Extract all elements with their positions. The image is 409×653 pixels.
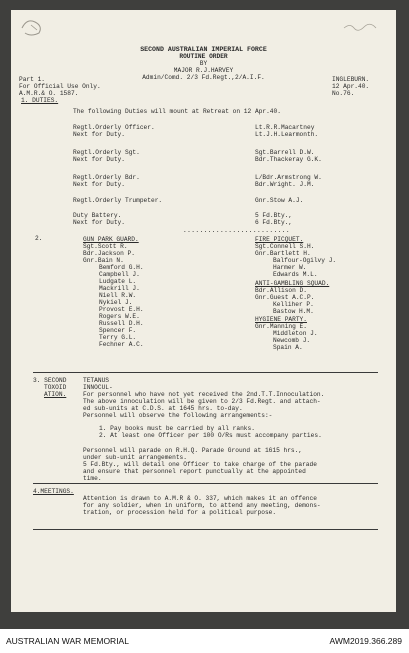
duty-person: Lt.R.R.Macartney	[255, 124, 315, 131]
order-unit: Admin/Comd. 2/3 Fd.Regt.,2/A.I.F.	[142, 74, 265, 81]
duties-intro: The following Duties will mount at Retreat on 12 Apr.40.	[73, 108, 281, 115]
guard-member: Bemford G.H.	[99, 264, 144, 271]
hygiene-party-member: Gnr.Manning E.	[255, 323, 307, 330]
part-label: Part 1.	[19, 76, 45, 83]
guard-member: Niell R.W.	[99, 292, 137, 299]
picquet-member: Sgt.Connell S.H.	[255, 243, 315, 250]
guard-member: Nykiel J.	[99, 299, 133, 306]
section-3-label: ATION.	[44, 391, 67, 398]
guard-member: Spencer F.	[99, 327, 137, 334]
hygiene-party-heading: HYGIENE PARTY.	[255, 316, 307, 323]
guard-member: Campbell J.	[99, 271, 140, 278]
guard-member: Gnr.Bain N.	[83, 257, 124, 264]
section-3-title: TETANUS	[83, 377, 109, 384]
duty-next: Next for Duty.	[73, 219, 125, 226]
picquet-member: Gnr.Bartlett H.	[255, 250, 311, 257]
archive-footer	[0, 629, 409, 653]
body-line: ed sub-units at C.D.S. at 1645 hrs. to-day.	[83, 405, 243, 412]
hygiene-party-member: Middleton J.	[273, 330, 318, 337]
order-by: BY	[199, 60, 208, 67]
body-line: Personnel will parade on R.H.Q. Parade Ground at 1615 hrs.,	[83, 447, 303, 454]
duty-role: Duty Battery.	[73, 212, 122, 219]
duty-person: 5 Fd.Bty.,	[255, 212, 293, 219]
body-line: For personnel who have not yet received the 2nd.T.T.Innoculation.	[83, 391, 325, 398]
duty-person: Sgt.Barrell D.W.	[255, 149, 315, 156]
place-label: INGLEBURN.	[332, 76, 370, 83]
body-line: Personnel will observe the following arrangements:-	[83, 412, 273, 419]
picquet-member: Balfour-Ogilvy J.	[273, 257, 337, 264]
fire-picquet-heading: FIRE PICQUET.	[255, 236, 304, 243]
document-page	[11, 10, 396, 612]
guard-member: Sgt.Scott R.	[83, 243, 128, 250]
arrangement-item: 1. Pay books must be carried by all ranks.	[99, 425, 255, 432]
pencil-annotation-mark	[342, 22, 382, 32]
duty-role: Regtl.Orderly Bdr.	[73, 174, 140, 181]
section-divider	[33, 372, 378, 373]
body-line: under sub-unit arrangements.	[83, 454, 187, 461]
duty-person: Gnr.Stow A.J.	[255, 197, 304, 204]
duty-next-person: Bdr.Wright. J.M.	[255, 181, 315, 188]
body-line: Attention is drawn to A.M.R & O. 337, which makes it an offence	[83, 495, 317, 502]
section-divider	[33, 483, 378, 484]
section-3-label: 3. SECOND	[33, 377, 67, 384]
official-use-label: For Official Use Only.	[19, 83, 101, 90]
hygiene-party-member: Newcomb J.	[273, 337, 311, 344]
body-line: time.	[83, 475, 102, 482]
anti-gambling-heading: ANTI-GAMBLING SQUAD.	[255, 280, 330, 287]
archive-reference: AWM2019.366.289	[329, 636, 402, 646]
duty-role: Regtl.Orderly Officer.	[73, 124, 155, 131]
duty-next-person: Lt.J.H.Learmonth.	[255, 131, 319, 138]
duty-role: Regtl.Orderly Trumpeter.	[73, 197, 163, 204]
gambling-squad-member: Bdr.Allison D.	[255, 287, 307, 294]
duty-next: Next for Duty.	[73, 181, 125, 188]
duties-heading: 1. DUTIES.	[21, 97, 59, 104]
order-subtitle: ROUTINE ORDER	[179, 53, 228, 60]
order-number: No.76.	[332, 90, 355, 97]
duty-next: Next for Duty.	[73, 156, 125, 163]
body-line: 5 Fd.Bty., will detail one Officer to take charge of the parade	[83, 461, 317, 468]
section-divider	[33, 529, 378, 530]
amr-reference: A.M.R.& O. 1587.	[19, 90, 79, 97]
duty-next-person: 6 Fd.Bty.,	[255, 219, 293, 226]
hygiene-party-member: Spain A.	[273, 344, 303, 351]
guard-member: Provost E.H.	[99, 306, 144, 313]
gun-park-guard-heading: GUN PARK GUARD.	[83, 236, 139, 243]
gambling-squad-member: Gnr.Guest A.C.P.	[255, 294, 315, 301]
picquet-member: Edwards M.L.	[273, 271, 318, 278]
archive-name: AUSTRALIAN WAR MEMORIAL	[6, 636, 129, 646]
body-line: and ensure that personnel report punctually at the appointed	[83, 468, 306, 475]
meetings-heading: 4.MEETINGS.	[33, 488, 74, 495]
body-line: tration, or procession held for a political purpose.	[83, 509, 277, 516]
dotted-separator: ..........................	[183, 227, 290, 234]
order-author: MAJOR R.J.HARVEY	[173, 67, 234, 74]
body-line: for any soldier, when in uniform, to attend any meeting, demons-	[83, 502, 321, 509]
corner-stamp-mark	[19, 16, 49, 38]
section-3-title: INNOCUL-	[83, 384, 113, 391]
guard-member: Mackrill J.	[99, 285, 140, 292]
duty-next-person: Bdr.Thackeray G.K.	[255, 156, 322, 163]
duty-next: Next for Duty.	[73, 131, 125, 138]
arrangement-item: 2. At least one Officer per 100 O/Rs must accompany parties.	[99, 432, 322, 439]
duty-role: Regtl.Orderly Sgt.	[73, 149, 140, 156]
duty-person: L/Bdr.Armstrong W.	[255, 174, 322, 181]
guard-member: Terry G.L.	[99, 334, 137, 341]
section-3-label: TOXOID	[44, 384, 67, 391]
guard-member: Rogers W.E.	[99, 313, 140, 320]
order-title: SECOND AUSTRALIAN IMPERIAL FORCE	[140, 46, 267, 53]
gambling-squad-member: Kelliher P.	[273, 301, 314, 308]
guard-member: Bdr.Jackson P.	[83, 250, 135, 257]
section-2-number: 2.	[35, 235, 43, 242]
guard-member: Russell D.H.	[99, 320, 144, 327]
body-line: The above innoculation will be given to 2/3 Fd.Regt. and attach-	[83, 398, 321, 405]
guard-member: Fechner A.C.	[99, 341, 144, 348]
date-label: 12 Apr.40.	[332, 83, 370, 90]
guard-member: Ludgate L.	[99, 278, 137, 285]
gambling-squad-member: Bastow H.M.	[273, 308, 314, 315]
picquet-member: Harmer W.	[273, 264, 307, 271]
